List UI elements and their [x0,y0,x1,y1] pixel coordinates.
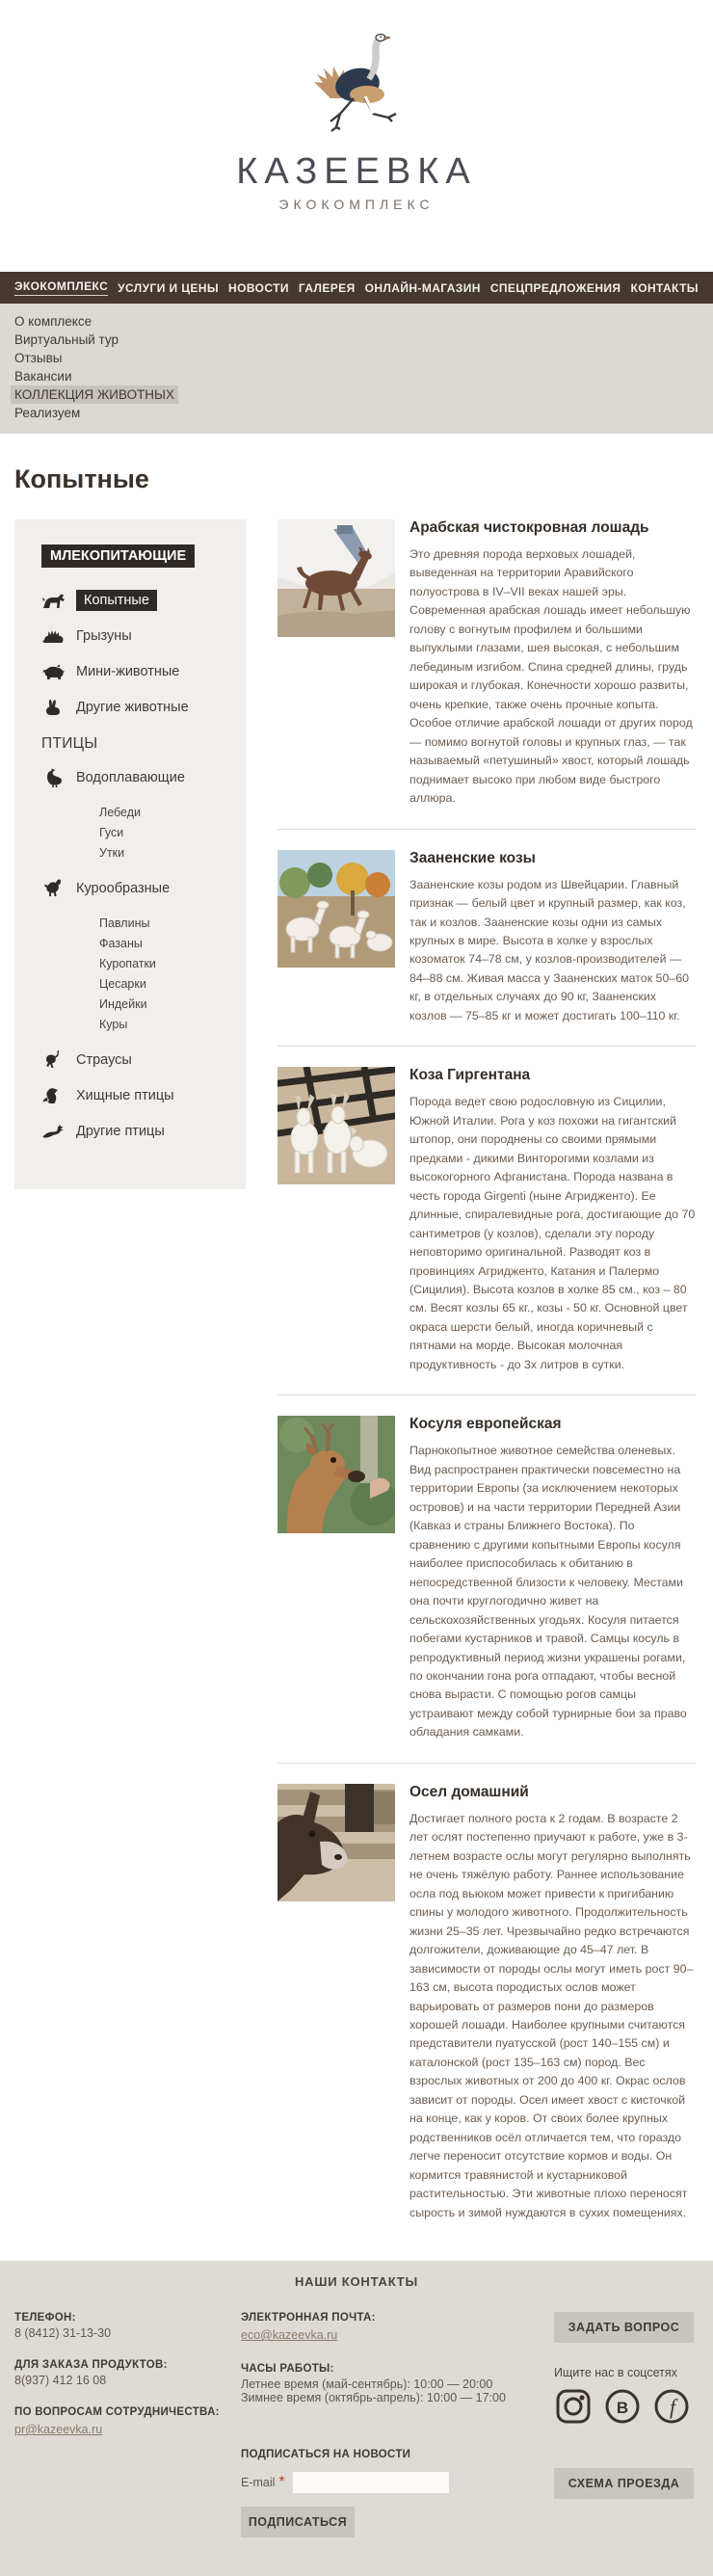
subnav-reviews[interactable]: Отзывы [14,351,63,365]
divider [277,1046,696,1047]
ostrich-logo-illustration [284,29,429,145]
sidebar-subitem-turkeys[interactable]: Индейки [99,997,147,1011]
cooperation-label: ПО ВОПРОСАМ СОТРУДНИЧЕСТВА: [14,2406,220,2419]
sidebar-header-mammals[interactable]: МЛЕКОПИТАЮЩИЕ [41,544,195,568]
article-roe-deer [277,1416,696,1742]
email-link[interactable]: eco@kazeevka.ru [241,2328,338,2343]
sidebar-header-birds[interactable]: ПТИЦЫ [41,735,98,752]
sidebar-subitem-partridges[interactable]: Куропатки [99,957,156,970]
rabbit-icon [41,697,66,718]
site-footer [0,2261,713,2576]
article-arabian-horse [277,519,696,809]
logo[interactable] [0,29,713,212]
sidebar-subitem-geese[interactable]: Гуси [99,826,124,839]
phone-number: 8 (8412) 31-13-30 [14,2326,112,2341]
phone-label: ТЕЛЕФОН: [14,2312,76,2324]
nav-item-news[interactable]: НОВОСТИ [228,280,289,295]
svg-text:В: В [616,2399,629,2418]
email-label: ЭЛЕКТРОННАЯ ПОЧТА: [241,2312,376,2324]
sidebar-item-label: Страусы [76,1052,132,1068]
footer-heading: НАШИ КОНТАКТЫ [294,2274,419,2290]
sidebar-subitem-pheasants[interactable]: Фазаны [99,937,143,950]
subnav-vacancies[interactable]: Вакансии [14,369,72,384]
horse-photo[interactable] [277,519,395,637]
footer-contacts-column [14,2312,241,2537]
svg-text:f: f [669,2395,676,2420]
animal-categories-sidebar [14,519,246,1189]
donkey-photo[interactable] [277,1784,395,1901]
sidebar-item-label: Курообразные [76,881,171,896]
newsletter-subscribe [241,2449,554,2537]
article-title[interactable]: Коза Гиргентана [409,1067,531,1084]
sidebar-item-label: Другие животные [76,700,189,715]
nav-item-shop[interactable]: ОНЛАЙН-МАГАЗИН [364,280,481,295]
girgentana-photo[interactable] [277,1067,395,1184]
footer-info-column [241,2312,554,2537]
subscribe-email-input[interactable] [293,2472,449,2493]
subnav-animal-collection[interactable]: КОЛЛЕКЦИЯ ЖИВОТНЫХ [0,385,713,404]
article-text: Достигает полного роста к 2 годам. В возрасте 2 лет ослят постепенно приучают к работе, уже в 3-летнем возрасте ослы могут регулярно выполнять не очень тяжёлую работу. Раннее использование осла под вьюком может привести к пригибанию спины у молодого животного. Продолжительность жизни 25–35 лет. Чрезвычайно редко встречаются долгожители, доживающие до 45–47 лет. В зависимости от породы ослы могут иметь рост 90–163 см, высота породистых ослов может варьировать от размеров пони до размеров хорошей лошади. Наиболее крупными считаются представители пуатусской (рост 140–155 см) и каталонской (рост 135–163 см) пород. Вес взрослых животных от 200 до 400 кг. Окрас ослов зависит от породы. Осел имеет хвост с кисточкой на конце, как у коров. От своих более крупных родственников осёл отличается тем, что гораздо легче переносит отсутствие кормов и воды. Он кормится травянистой и кустарниковой растительностью. Эти животные плохо переносят сырость и зимой нуждаются в сухих помещениях. [409,1811,694,2219]
winter-hours: Зимнее время (октябрь-апрель): 10:00 — 17:00 [241,2391,506,2405]
sidebar-item-hoofed[interactable] [41,590,246,611]
sidebar-item-ostriches[interactable] [41,1049,246,1071]
subnav-virtual-tour[interactable]: Виртуальный тур [14,332,119,347]
subnav-for-sale[interactable]: Реализуем [14,406,81,420]
working-hours-label: ЧАСЫ РАБОТЫ: [241,2363,334,2376]
hen-icon [41,878,66,899]
porcupine-icon [41,625,66,647]
horse-icon [41,590,66,611]
article-donkey [277,1784,696,2222]
article-title[interactable]: Зааненские козы [409,849,536,866]
vk-icon[interactable] [603,2387,642,2426]
page-title: Копытные [14,465,149,493]
sidebar-subitem-guinea-fowl[interactable]: Цесарки [99,977,146,991]
required-mark: * [278,2474,285,2491]
article-title[interactable]: Осел домашний [409,1783,529,1800]
article-text: Зааненские козы родом из Швейцарии. Главный признак — белый цвет и крупный размер, как коз, так и козлов. Зааненские козы одни из самых крупных в мире. Высота в холке у взрослых козоматок 74–78 см, у козлов-производителей — 84–88 см. Живая масса у Зааненских маток 50–60 кг, в отдельных случаях до 90 кг, Зааненских козлов — 75–85 кг и может достигать 100–110 кг. [409,877,690,1022]
articles-list [277,519,696,2222]
goats-photo[interactable] [277,850,395,968]
ask-question-button[interactable]: ЗАДАТЬ ВОПРОС [554,2312,694,2343]
nav-item-offers[interactable]: СПЕЦПРЕДЛОЖЕНИЯ [489,280,621,295]
sidebar-item-label: Другие птицы [76,1124,165,1139]
article-title[interactable]: Косуля европейская [409,1416,562,1433]
instagram-icon[interactable] [554,2387,593,2426]
article-girgentana-goat [277,1067,696,1374]
main-navigation [0,272,713,304]
secondary-navigation [0,304,713,434]
ostrich-icon [41,1049,66,1071]
duck-icon [41,767,66,788]
sidebar-item-galliformes[interactable] [41,878,246,899]
divider [277,1394,696,1395]
site-title: КАЗЕЕВКА [236,151,477,192]
sidebar-item-label: Хищные птицы [76,1088,174,1103]
sidebar-item-label: Грызуны [76,628,132,644]
peacock-icon [41,1121,66,1142]
cooperation-email-link[interactable]: pr@kazeevka.ru [14,2423,103,2437]
subscribe-label: ПОДПИСАТЬСЯ НА НОВОСТИ [241,2449,411,2461]
sidebar-subitem-chickens[interactable]: Куры [99,1018,128,1031]
site-header [0,29,713,272]
orders-label: ДЛЯ ЗАКАЗА ПРОДУКТОВ: [14,2359,168,2372]
roe-deer-photo[interactable] [277,1416,395,1533]
sidebar-item-label: Мини-животные [76,664,180,679]
sidebar-subitem-ducks[interactable]: Утки [99,846,125,860]
article-saanen-goats [277,850,696,1026]
nav-item-services[interactable]: УСЛУГИ И ЦЕНЫ [118,280,219,295]
orders-phone-number: 8(937) 412 16 08 [14,2374,107,2388]
subnav-about[interactable]: О комплексе [14,314,92,329]
sidebar-item-other-birds[interactable] [41,1121,246,1142]
sidebar-item-mini-animals[interactable] [41,661,246,682]
social-label: Ищите нас в соцсетях [554,2366,677,2380]
email-field-label: E-mail [241,2476,276,2490]
article-text: Парнокопытное животное семейства оленевых. Вид распространен практически повсеместно на территории Европы (за исключением некоторых островов) и на части территории Передней Азии (Кавказ и страны Ближнего Востока). По сравнению с другими копытными Европы косуля наиболее приспособилась к обитанию в непосредственной близости к человеку. Местами она почти круглогодично живет на сельскохозяйственных угодьях. Косуля питается побегами кустарников и травой. Самцы косуль в репродуктивный период жизни украшены рогами, по окончании гона рога отпадают, чтобы весной снова вырасти. С помощью рогов самцы устраивают между собой турнирные бои за право обладания самками. [409,1444,687,1739]
sidebar-item-label: Копытные [76,590,157,611]
facebook-icon[interactable] [652,2387,691,2426]
sidebar-item-other-animals[interactable] [41,697,246,718]
sidebar-item-label: Водоплавающие [76,770,185,785]
article-text: Порода ведет свою родословную из Сицилии, Южной Италии. Рога у коз похожи на гигантский штопор, они породнены со своими прямыми предками - дикими Винторогими козлами из высокогорного Афганистана. Порода названа в честь города Girgenti (ныне Агридженто). Ее длинные, спиралевидные рога, достигающие до 70 сантиметров (у козлов), сделали эту породу неповторимо оригинальной. Разводят коз в провинциях Агридженто, Катания и Палермо (Сицилия). Высота козлов в холке 85 см., коз – 80 см. Весят козлы 65 кг., козы - 50 кг. Основной цвет окраса шерсти белый, иногда коричневый с пятнами на морде. Высокая молочная продуктивность - до 3х литров в сутки. [409,1095,696,1371]
waterfowl-sublist [99,803,246,863]
sidebar-item-birds-of-prey[interactable] [41,1085,246,1106]
footer-actions-column [554,2312,694,2537]
sidebar-subitem-swans[interactable]: Лебеди [99,806,141,819]
nav-item-contacts[interactable]: КОНТАКТЫ [630,280,699,295]
divider [277,1763,696,1764]
sidebar-subitem-peacocks[interactable]: Павлины [99,916,150,930]
content-area [0,519,713,2251]
map-button[interactable]: СХЕМА ПРОЕЗДА [554,2468,694,2499]
sidebar-item-rodents[interactable] [41,625,246,647]
sidebar-item-waterfowl[interactable] [41,767,246,788]
nav-item-gallery[interactable]: ГАЛЕРЕЯ [298,280,356,295]
galliformes-sublist [99,914,246,1035]
divider [277,829,696,830]
site-subtitle: ЭКОКОМПЛЕКС [278,197,435,212]
nav-item-ecocomplex[interactable]: ЭКОКОМПЛЕКС [14,279,108,296]
summer-hours: Летнее время (май-сентябрь): 10:00 — 20:00 [241,2377,493,2392]
pig-icon [41,661,66,682]
article-title[interactable]: Арабская чистокровная лошадь [409,519,649,536]
article-text: Это древняя порода верховых лошадей, выведенная на территории Аравийского полуострова в IV–VII веках нашей эры. Современная арабская лошадь имеет небольшую голову с вогнутым профилем и большими выпуклыми глазами, шея высокая, с небольшим лебединым изгибом. Спина средней длины, грудь широкая и глубокая. Конечности хорошо развиты, очень крепкие, также очень прочные копыта. Особое отличие арабской лошади от других пород — помимо вогнутой головы и крупных глаз, — так называемый «петушиный» хвост, который лошадь поднимает высоко при любом виде быстрого аллюра. [409,547,693,806]
subscribe-button[interactable]: ПОДПИСАТЬСЯ [241,2507,355,2537]
eagle-icon [41,1085,66,1106]
